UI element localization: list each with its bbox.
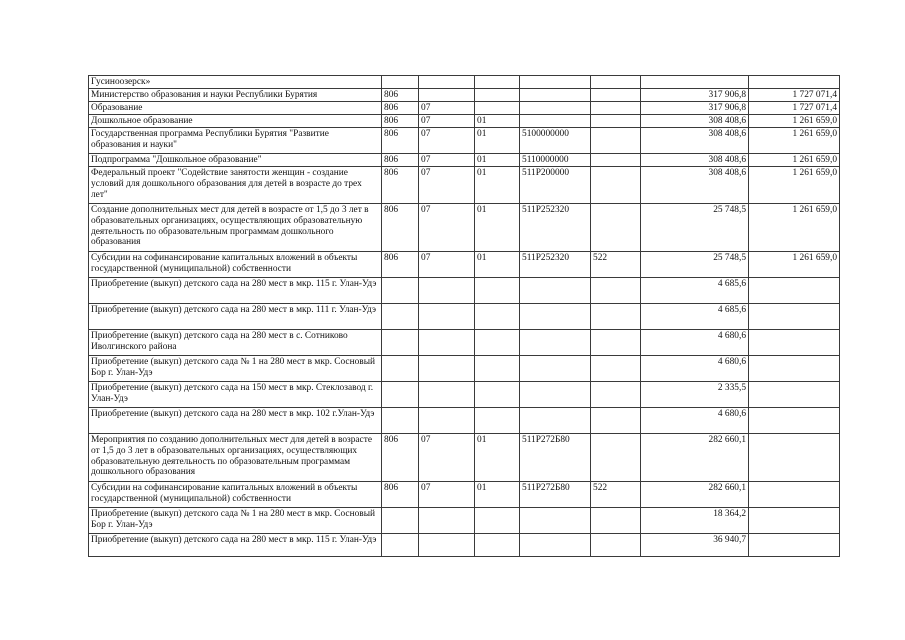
target-article-code-cell: 5100000000	[520, 128, 591, 154]
amount-year2-cell	[749, 278, 840, 304]
subsection-code-cell	[475, 278, 520, 304]
table-row	[89, 204, 840, 252]
subsection-code-cell: 01	[475, 252, 520, 278]
table-row	[89, 102, 840, 115]
expense-type-code-cell	[591, 89, 641, 102]
section-code-cell: 07	[419, 482, 475, 508]
ministry-code-cell: 806	[382, 115, 419, 128]
expense-type-code-cell	[591, 508, 641, 534]
section-code-cell: 07	[419, 167, 475, 204]
item-name-cell: Образование	[89, 102, 382, 115]
table-row	[89, 534, 840, 557]
target-article-code-cell	[520, 278, 591, 304]
target-article-code-cell	[520, 115, 591, 128]
subsection-code-cell	[475, 304, 520, 330]
ministry-code-cell: 806	[382, 204, 419, 252]
amount-year1-cell: 4 685,6	[641, 278, 749, 304]
amount-year2-cell: 1 261 659,0	[749, 167, 840, 204]
budget-table	[88, 75, 840, 557]
expense-type-code-cell	[591, 167, 641, 204]
expense-type-code-cell	[591, 330, 641, 356]
item-name-cell: Приобретение (выкуп) детского сада № 1 на 280 мест в мкр. Сосновый Бор г. Улан-Удэ	[89, 508, 382, 534]
target-article-code-cell: 511P252320	[520, 252, 591, 278]
section-code-cell	[419, 278, 475, 304]
section-code-cell	[419, 356, 475, 382]
amount-year2-cell	[749, 382, 840, 408]
subsection-code-cell	[475, 76, 520, 89]
ministry-code-cell: 806	[382, 167, 419, 204]
ministry-code-cell	[382, 76, 419, 89]
section-code-cell: 07	[419, 102, 475, 115]
subsection-code-cell	[475, 534, 520, 557]
subsection-code-cell: 01	[475, 482, 520, 508]
target-article-code-cell	[520, 76, 591, 89]
amount-year2-cell	[749, 304, 840, 330]
expense-type-code-cell	[591, 204, 641, 252]
section-code-cell	[419, 508, 475, 534]
section-code-cell	[419, 534, 475, 557]
section-code-cell: 07	[419, 434, 475, 482]
amount-year1-cell: 282 660,1	[641, 434, 749, 482]
subsection-code-cell: 01	[475, 154, 520, 167]
expense-type-code-cell	[591, 76, 641, 89]
table-row	[89, 89, 840, 102]
ministry-code-cell	[382, 330, 419, 356]
amount-year1-cell: 4 680,6	[641, 408, 749, 434]
ministry-code-cell: 806	[382, 482, 419, 508]
table-row	[89, 482, 840, 508]
amount-year1-cell: 4 685,6	[641, 304, 749, 330]
table-row	[89, 330, 840, 356]
section-code-cell: 07	[419, 252, 475, 278]
amount-year2-cell: 1 727 071,4	[749, 89, 840, 102]
table-row	[89, 154, 840, 167]
amount-year1-cell: 2 335,5	[641, 382, 749, 408]
ministry-code-cell: 806	[382, 154, 419, 167]
ministry-code-cell	[382, 278, 419, 304]
section-code-cell: 07	[419, 115, 475, 128]
subsection-code-cell: 01	[475, 204, 520, 252]
amount-year1-cell: 36 940,7	[641, 534, 749, 557]
section-code-cell	[419, 382, 475, 408]
item-name-cell: Гусиноозерск»	[89, 76, 382, 89]
expense-type-code-cell	[591, 154, 641, 167]
subsection-code-cell	[475, 330, 520, 356]
target-article-code-cell	[520, 330, 591, 356]
ministry-code-cell	[382, 304, 419, 330]
amount-year1-cell: 4 680,6	[641, 356, 749, 382]
amount-year2-cell	[749, 434, 840, 482]
item-name-cell: Подпрограмма "Дошкольное образование"	[89, 154, 382, 167]
expense-type-code-cell	[591, 128, 641, 154]
amount-year1-cell	[641, 76, 749, 89]
section-code-cell	[419, 76, 475, 89]
item-name-cell: Дошкольное образование	[89, 115, 382, 128]
amount-year1-cell: 18 364,2	[641, 508, 749, 534]
item-name-cell: Создание дополнительных мест для детей в возрасте от 1,5 до 3 лет в образовательных организациях, осуществляющих образовательную деятельность по образовательным программам дошкольного образования	[89, 204, 382, 252]
amount-year1-cell: 4 680,6	[641, 330, 749, 356]
item-name-cell: Субсидии на софинансирование капитальных вложений в объекты государственной (муниципальной) собственности	[89, 252, 382, 278]
ministry-code-cell: 806	[382, 434, 419, 482]
expense-type-code-cell: 522	[591, 252, 641, 278]
ministry-code-cell	[382, 382, 419, 408]
ministry-code-cell	[382, 356, 419, 382]
amount-year2-cell: 1 261 659,0	[749, 128, 840, 154]
target-article-code-cell	[520, 356, 591, 382]
section-code-cell: 07	[419, 128, 475, 154]
subsection-code-cell	[475, 356, 520, 382]
item-name-cell: Приобретение (выкуп) детского сада на 280 мест в мкр. 111 г. Улан-Удэ	[89, 304, 382, 330]
target-article-code-cell: 511P272Б80	[520, 482, 591, 508]
target-article-code-cell	[520, 382, 591, 408]
amount-year2-cell	[749, 356, 840, 382]
amount-year1-cell: 25 748,5	[641, 252, 749, 278]
target-article-code-cell	[520, 89, 591, 102]
amount-year2-cell	[749, 330, 840, 356]
item-name-cell: Субсидии на софинансирование капитальных вложений в объекты государственной (муниципальной) собственности	[89, 482, 382, 508]
amount-year2-cell: 1 261 659,0	[749, 252, 840, 278]
item-name-cell: Приобретение (выкуп) детского сада на 150 мест в мкр. Стеклозавод г. Улан-Удэ	[89, 382, 382, 408]
subsection-code-cell: 01	[475, 128, 520, 154]
target-article-code-cell	[520, 534, 591, 557]
amount-year1-cell: 317 906,8	[641, 89, 749, 102]
item-name-cell: Государственная программа Республики Бурятия "Развитие образования и науки"	[89, 128, 382, 154]
section-code-cell	[419, 408, 475, 434]
target-article-code-cell: 5110000000	[520, 154, 591, 167]
expense-type-code-cell	[591, 102, 641, 115]
item-name-cell: Федеральный проект "Содействие занятости женщин - создание условий для дошкольного образования для детей в возрасте до трех лет"	[89, 167, 382, 204]
section-code-cell	[419, 304, 475, 330]
item-name-cell: Приобретение (выкуп) детского сада на 280 мест в мкр. 115 г. Улан-Удэ	[89, 534, 382, 557]
ministry-code-cell: 806	[382, 252, 419, 278]
amount-year1-cell: 308 408,6	[641, 128, 749, 154]
item-name-cell: Приобретение (выкуп) детского сада на 280 мест в мкр. 102 г.Улан-Удэ	[89, 408, 382, 434]
table-row	[89, 356, 840, 382]
ministry-code-cell	[382, 508, 419, 534]
subsection-code-cell	[475, 102, 520, 115]
expense-type-code-cell	[591, 434, 641, 482]
expense-type-code-cell	[591, 304, 641, 330]
amount-year2-cell: 1 261 659,0	[749, 204, 840, 252]
section-code-cell: 07	[419, 204, 475, 252]
subsection-code-cell: 01	[475, 167, 520, 204]
amount-year2-cell	[749, 408, 840, 434]
table-row	[89, 278, 840, 304]
table-row	[89, 128, 840, 154]
item-name-cell: Приобретение (выкуп) детского сада на 280 мест в мкр. 115 г. Улан-Удэ	[89, 278, 382, 304]
expense-type-code-cell	[591, 408, 641, 434]
subsection-code-cell	[475, 382, 520, 408]
expense-type-code-cell	[591, 278, 641, 304]
amount-year2-cell	[749, 508, 840, 534]
table-row	[89, 304, 840, 330]
ministry-code-cell: 806	[382, 102, 419, 115]
target-article-code-cell	[520, 508, 591, 534]
target-article-code-cell	[520, 408, 591, 434]
amount-year1-cell: 282 660,1	[641, 482, 749, 508]
amount-year1-cell: 317 906,8	[641, 102, 749, 115]
amount-year1-cell: 25 748,5	[641, 204, 749, 252]
budget-table-body	[89, 76, 840, 557]
item-name-cell: Мероприятия по созданию дополнительных мест для детей в возрасте от 1,5 до 3 лет в образовательных организациях, осуществляющих образовательную деятельность по образовательным программам дошкольного образования	[89, 434, 382, 482]
target-article-code-cell: 511P200000	[520, 167, 591, 204]
subsection-code-cell: 01	[475, 434, 520, 482]
table-row	[89, 434, 840, 482]
expense-type-code-cell: 522	[591, 482, 641, 508]
table-row	[89, 115, 840, 128]
target-article-code-cell: 511P252320	[520, 204, 591, 252]
expense-type-code-cell	[591, 356, 641, 382]
table-row	[89, 408, 840, 434]
ministry-code-cell: 806	[382, 89, 419, 102]
section-code-cell	[419, 330, 475, 356]
item-name-cell: Приобретение (выкуп) детского сада № 1 на 280 мест в мкр. Сосновый Бор г. Улан-Удэ	[89, 356, 382, 382]
ministry-code-cell	[382, 408, 419, 434]
amount-year2-cell	[749, 76, 840, 89]
subsection-code-cell	[475, 408, 520, 434]
expense-type-code-cell	[591, 115, 641, 128]
ministry-code-cell	[382, 534, 419, 557]
amount-year2-cell: 1 261 659,0	[749, 115, 840, 128]
subsection-code-cell	[475, 89, 520, 102]
subsection-code-cell: 01	[475, 115, 520, 128]
section-code-cell	[419, 89, 475, 102]
item-name-cell: Министерство образования и науки Республики Бурятия	[89, 89, 382, 102]
amount-year2-cell	[749, 482, 840, 508]
target-article-code-cell	[520, 304, 591, 330]
amount-year2-cell: 1 261 659,0	[749, 154, 840, 167]
expense-type-code-cell	[591, 534, 641, 557]
table-row	[89, 167, 840, 204]
item-name-cell: Приобретение (выкуп) детского сада на 280 мест в с. Сотниково Иволгинского района	[89, 330, 382, 356]
target-article-code-cell: 511P272Б80	[520, 434, 591, 482]
expense-type-code-cell	[591, 382, 641, 408]
subsection-code-cell	[475, 508, 520, 534]
amount-year2-cell: 1 727 071,4	[749, 102, 840, 115]
target-article-code-cell	[520, 102, 591, 115]
amount-year1-cell: 308 408,6	[641, 167, 749, 204]
table-row	[89, 252, 840, 278]
amount-year2-cell	[749, 534, 840, 557]
table-row	[89, 382, 840, 408]
amount-year1-cell: 308 408,6	[641, 154, 749, 167]
amount-year1-cell: 308 408,6	[641, 115, 749, 128]
table-row	[89, 76, 840, 89]
table-row	[89, 508, 840, 534]
ministry-code-cell: 806	[382, 128, 419, 154]
section-code-cell: 07	[419, 154, 475, 167]
